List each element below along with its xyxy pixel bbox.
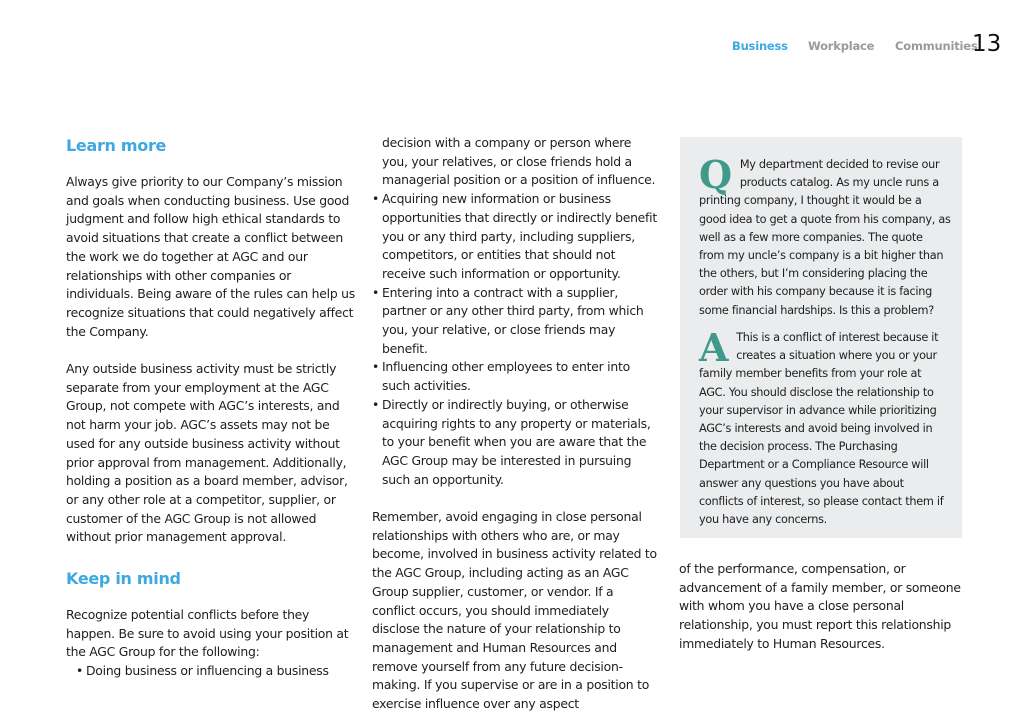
learn-more-paragraph-1: Always give priority to our Company’s mission and goals when conducting business. Use good judgment and follow high ethical standards to avoid situations that create a conflict between the work we do together at AGC and our relationships with other companies or individuals. Being aware of the rules can help us recognize situations that could negatively affect the Company.: [66, 174, 355, 339]
remember-paragraph-continuation: of the performance, compensation, or advancement of a family member, or someone with whom you have a close personal relationship, you must report this relationship immediately to Human Resources.: [679, 561, 961, 651]
list-item: • Entering into a contract with a supplier, partner or any other third party, from which you, your relative, or close friends may benefit.: [372, 284, 657, 359]
learn-more-heading: Learn more: [66, 136, 167, 155]
answer-text: This is a conflict of interest because it creates a situation where you or your family member benefits from your role at AGC. You should disclose the relationship to your supervisor in advance while prioritizing AGC’s interests and avoid being involved in the decision process. The Purchasing Department or a Compliance Resource will answer any questions you have about conflicts of interest, so please contact them if you have any concerns.: [699, 331, 944, 527]
column-middle: [372, 134, 657, 714]
question-dropcap: Q: [699, 152, 732, 197]
remember-paragraph: Remember, avoid engaging in close personal relationships with others who are, or may become, involved in business activity related to the AGC Group, including acting as an AGC Group supplier, customer, or vendor. If a conflict occurs, you should immediately disclose the nature of your relationship to management and Human Resources and remove yourself from any future decision-making. If you supervise or are in a position to exercise influence over any aspect: [372, 509, 657, 712]
section-nav: [0, 31, 1024, 61]
keep-in-mind-intro: Recognize potential conflicts before they happen. Be sure to avoid using your position at the AGC Group for the following:: [66, 607, 349, 660]
question-block: [699, 152, 951, 320]
page-number: 13: [972, 31, 1002, 57]
list-item: • Directly or indirectly buying, or otherwise acquiring rights to any property or materials, to your benefit when you are aware that the AGC Group may be interested in pursuing such an opportunity.: [372, 396, 657, 490]
keep-in-mind-list: [372, 190, 657, 489]
nav-tab-business[interactable]: Business: [732, 39, 788, 53]
column-right: [679, 560, 964, 654]
keep-in-mind-heading: Keep in mind: [66, 569, 181, 589]
answer-dropcap: A: [699, 325, 729, 370]
learn-more-paragraph-2: Any outside business activity must be strictly separate from your employment at the AGC Group, not compete with AGC’s interests, and not harm your job. AGC’s assets may not be used for any outside business activity without prior approval from management. Additionally, holding a position as a board member, advisor, or any other role at a competitor, supplier, or customer of the AGC Group is not allowed without prior management approval.: [66, 361, 348, 545]
list-item: • Doing business or influencing a business: [76, 662, 356, 681]
list-item: • Acquiring new information or business opportunities that directly or indirectly benefit you or any third party, including suppliers, competitors, or entities that should not receive such information or opportunity.: [372, 190, 657, 284]
keep-in-mind-list-start: [66, 662, 356, 681]
nav-tab-communities[interactable]: Communities: [895, 39, 978, 53]
column-left: [66, 136, 356, 681]
question-text: My department decided to revise our products catalog. As my uncle runs a printing company, I thought it would be a good idea to get a quote from his company, as well as a few more companies. The quote from my uncle’s company is a bit higher than the others, but I’m considering placing the order with his company because it is facing some financial hardships. Is this a problem?: [699, 158, 951, 317]
answer-block: [699, 325, 951, 529]
list-item-continuation: decision with a company or person where you, your relatives, or close friends hold a managerial position or a position of influence.: [382, 135, 656, 188]
qa-callout-box: [680, 137, 962, 538]
nav-tab-workplace[interactable]: Workplace: [808, 39, 875, 53]
list-item: • Influencing other employees to enter into such activities.: [372, 358, 657, 395]
